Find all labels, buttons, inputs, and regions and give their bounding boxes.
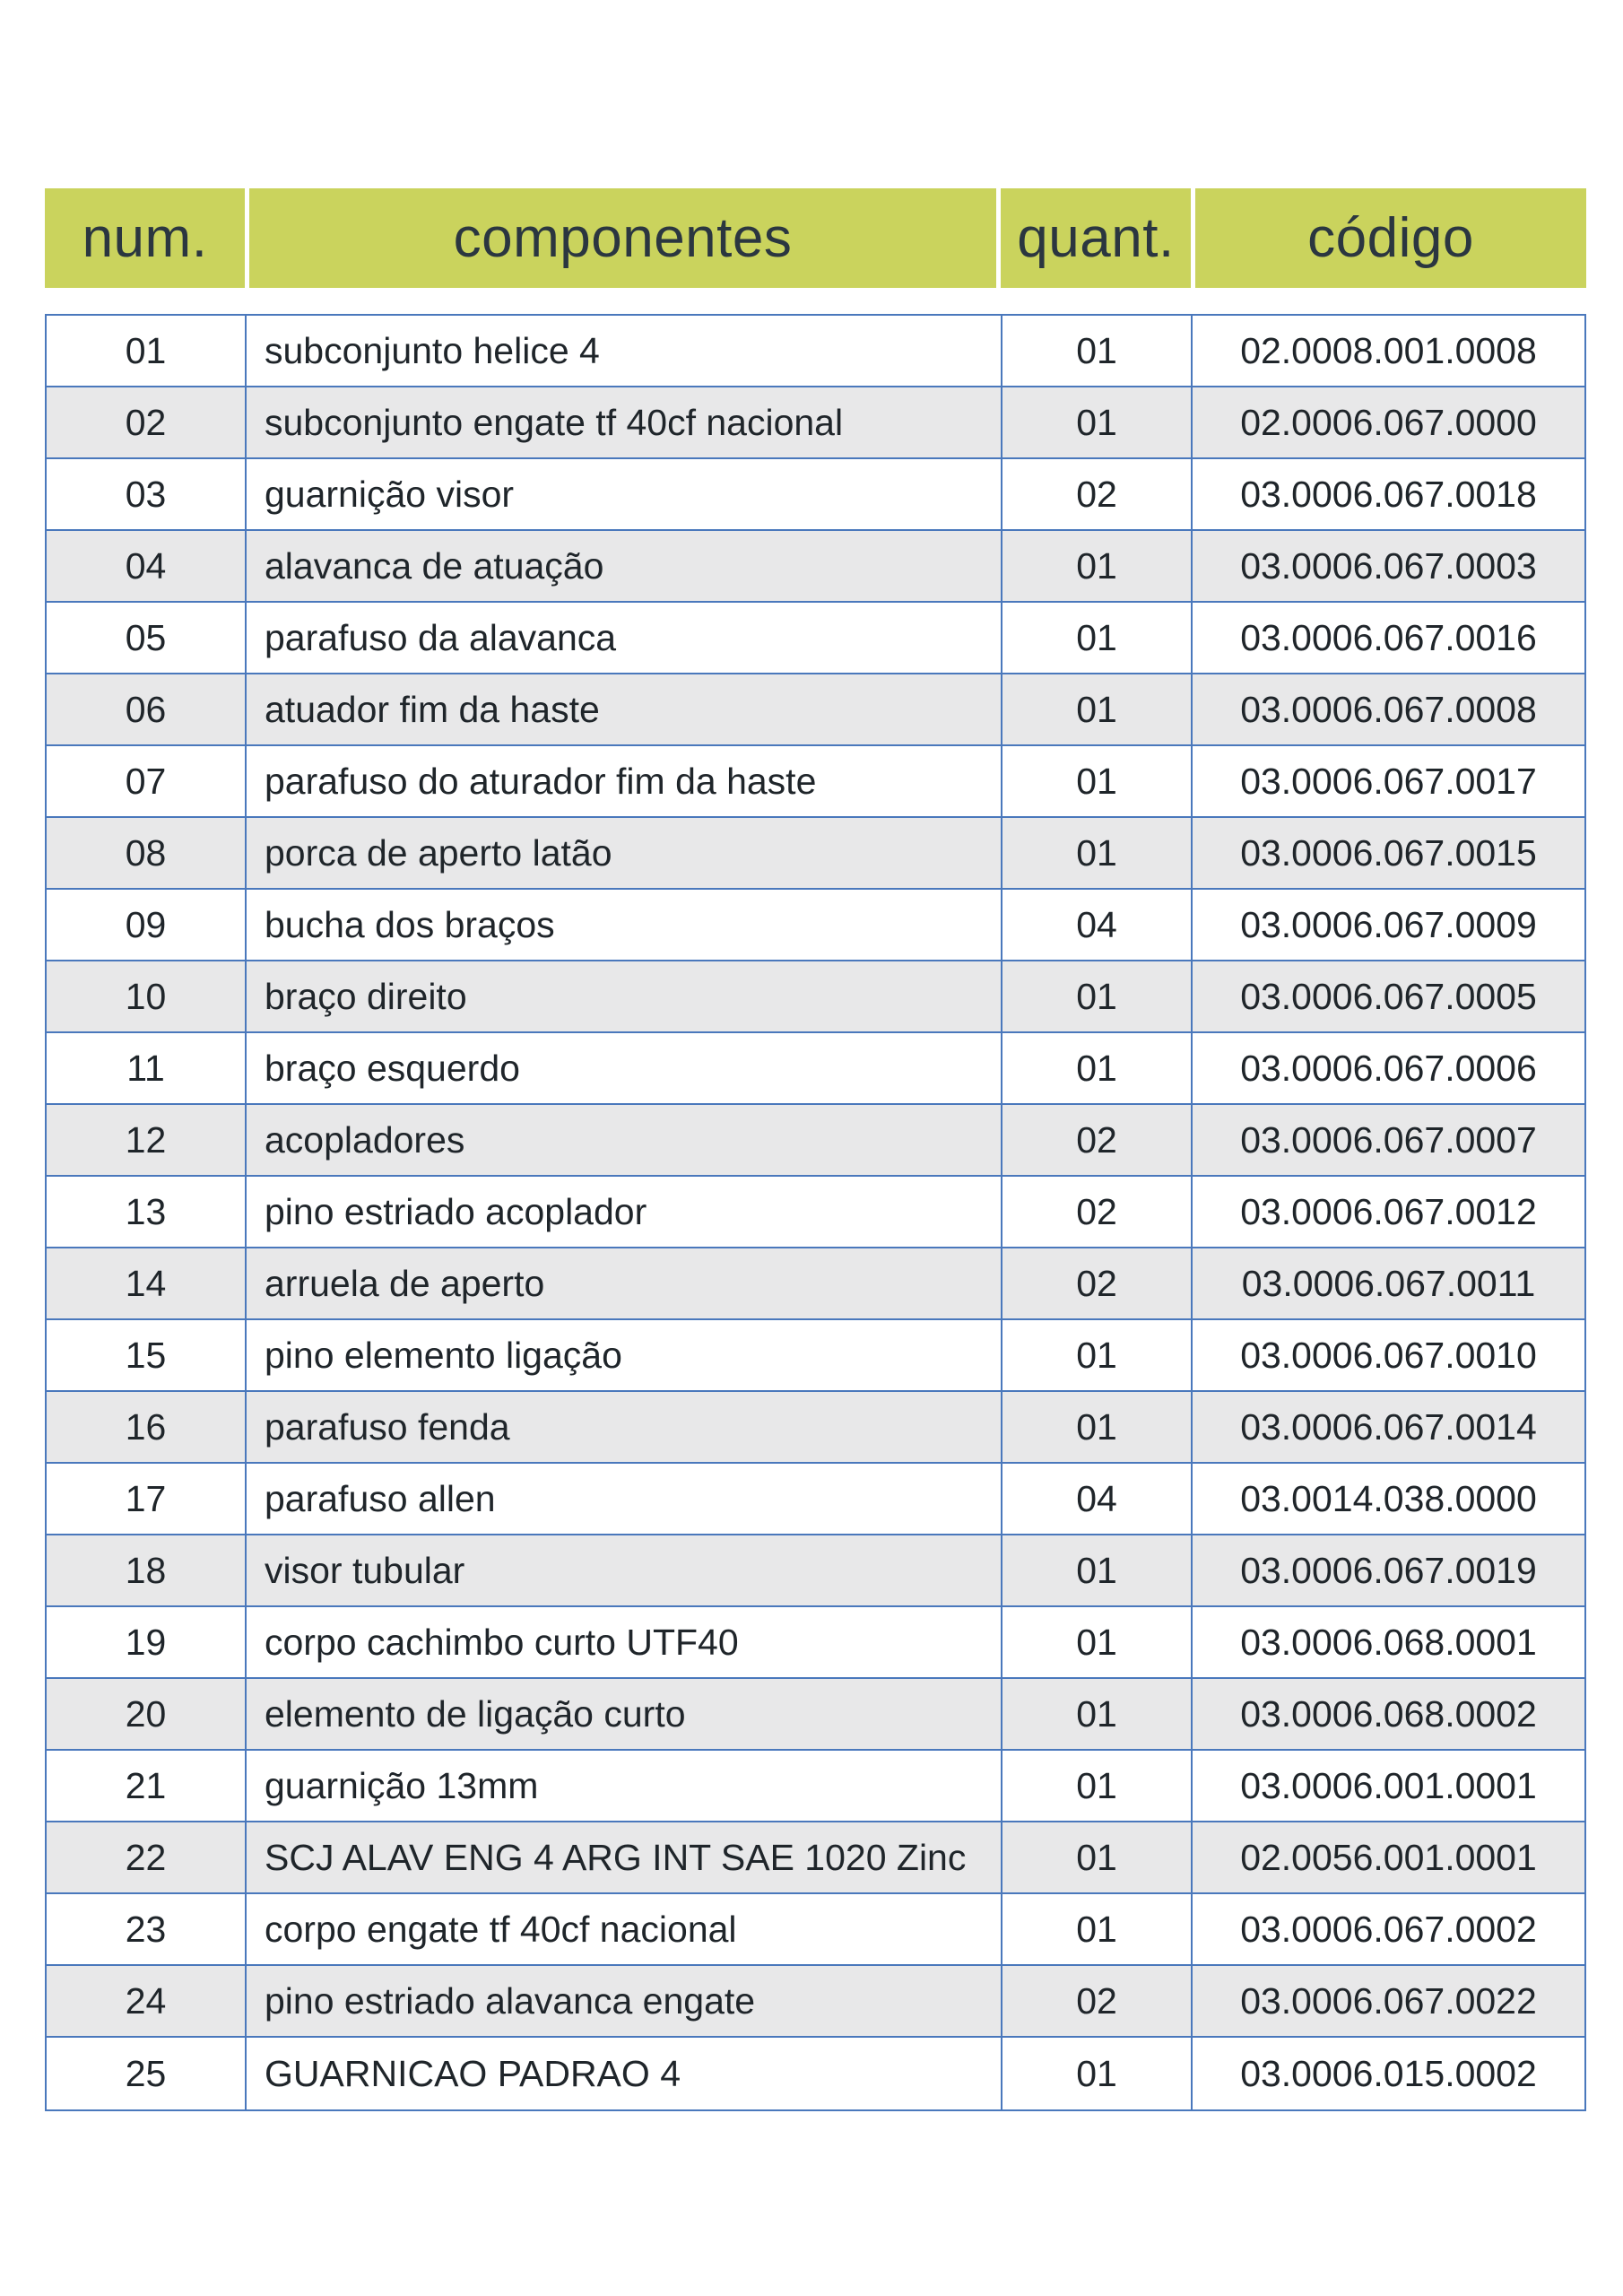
header-componentes: componentes bbox=[249, 188, 996, 288]
row-codigo: 03.0006.067.0017 bbox=[1240, 760, 1537, 802]
row-codigo: 02.0006.067.0000 bbox=[1240, 401, 1537, 443]
components-table bbox=[45, 314, 1586, 2111]
row-quant: 01 bbox=[1002, 746, 1193, 816]
row-componente: arruela de aperto bbox=[247, 1248, 1002, 1318]
row-num: 11 bbox=[47, 1033, 247, 1103]
row-codigo: 03.0006.015.0002 bbox=[1240, 2052, 1537, 2094]
row-quant: 01 bbox=[1002, 1392, 1193, 1462]
row-quant: 02 bbox=[1002, 459, 1193, 529]
row-componente: corpo cachimbo curto UTF40 bbox=[247, 1607, 1002, 1677]
row-num: 18 bbox=[47, 1535, 247, 1605]
table-row bbox=[47, 1822, 1584, 1894]
row-quant: 01 bbox=[1002, 1535, 1193, 1605]
row-num: 06 bbox=[47, 674, 247, 744]
row-quant: 01 bbox=[1002, 1751, 1193, 1821]
row-componente: elemento de ligação curto bbox=[247, 1679, 1002, 1749]
row-componente: SCJ ALAV ENG 4 ARG INT SAE 1020 Zinc bbox=[247, 1822, 1002, 1892]
row-num: 02 bbox=[47, 387, 247, 457]
row-quant: 01 bbox=[1002, 1679, 1193, 1749]
row-codigo: 03.0006.067.0002 bbox=[1240, 1908, 1537, 1950]
header-num: num. bbox=[45, 188, 245, 288]
table-row bbox=[47, 1894, 1584, 1966]
table-row bbox=[47, 1535, 1584, 1607]
table-row bbox=[47, 1607, 1584, 1679]
row-componente: guarnição 13mm bbox=[247, 1751, 1002, 1821]
row-quant: 01 bbox=[1002, 1320, 1193, 1390]
row-num: 24 bbox=[47, 1966, 247, 2036]
row-num: 08 bbox=[47, 818, 247, 888]
row-componente: pino estriado acoplador bbox=[247, 1177, 1002, 1247]
row-codigo: 03.0006.067.0022 bbox=[1240, 1979, 1537, 2022]
row-componente: parafuso da alavanca bbox=[247, 603, 1002, 673]
row-componente: pino elemento ligação bbox=[247, 1320, 1002, 1390]
row-num: 17 bbox=[47, 1464, 247, 1534]
row-num: 10 bbox=[47, 961, 247, 1031]
row-componente: porca de aperto latão bbox=[247, 818, 1002, 888]
row-codigo: 03.0006.067.0007 bbox=[1240, 1118, 1537, 1161]
row-num: 07 bbox=[47, 746, 247, 816]
row-num: 23 bbox=[47, 1894, 247, 1964]
row-num: 16 bbox=[47, 1392, 247, 1462]
row-num: 03 bbox=[47, 459, 247, 529]
row-componente: visor tubular bbox=[247, 1535, 1002, 1605]
row-quant: 02 bbox=[1002, 1966, 1193, 2036]
row-quant: 01 bbox=[1002, 1894, 1193, 1964]
row-quant: 04 bbox=[1002, 890, 1193, 960]
row-num: 09 bbox=[47, 890, 247, 960]
row-codigo: 03.0006.068.0002 bbox=[1240, 1692, 1537, 1735]
row-componente: pino estriado alavanca engate bbox=[247, 1966, 1002, 2036]
row-componente: subconjunto helice 4 bbox=[247, 316, 1002, 386]
row-quant: 01 bbox=[1002, 1033, 1193, 1103]
row-codigo: 03.0006.001.0001 bbox=[1240, 1764, 1537, 1806]
row-codigo: 03.0014.038.0000 bbox=[1240, 1477, 1537, 1519]
row-componente: braço esquerdo bbox=[247, 1033, 1002, 1103]
table-row bbox=[47, 1105, 1584, 1177]
table-row bbox=[47, 1392, 1584, 1464]
table-row bbox=[47, 674, 1584, 746]
row-codigo: 03.0006.067.0016 bbox=[1240, 616, 1537, 658]
row-num: 05 bbox=[47, 603, 247, 673]
row-num: 12 bbox=[47, 1105, 247, 1175]
row-componente: parafuso allen bbox=[247, 1464, 1002, 1534]
row-componente: corpo engate tf 40cf nacional bbox=[247, 1894, 1002, 1964]
table-row bbox=[47, 459, 1584, 531]
table-row bbox=[47, 2038, 1584, 2109]
table-row bbox=[47, 1320, 1584, 1392]
row-num: 19 bbox=[47, 1607, 247, 1677]
row-componente: alavanca de atuação bbox=[247, 531, 1002, 601]
row-codigo: 03.0006.067.0019 bbox=[1240, 1549, 1537, 1591]
row-num: 04 bbox=[47, 531, 247, 601]
row-quant: 01 bbox=[1002, 1822, 1193, 1892]
table-row bbox=[47, 1177, 1584, 1248]
table-row bbox=[47, 1966, 1584, 2038]
row-componente: braço direito bbox=[247, 961, 1002, 1031]
row-quant: 01 bbox=[1002, 1607, 1193, 1677]
table-row bbox=[47, 603, 1584, 674]
row-componente: bucha dos braços bbox=[247, 890, 1002, 960]
row-componente: parafuso fenda bbox=[247, 1392, 1002, 1462]
row-num: 15 bbox=[47, 1320, 247, 1390]
header-codigo: código bbox=[1195, 188, 1586, 288]
row-quant: 02 bbox=[1002, 1105, 1193, 1175]
row-quant: 01 bbox=[1002, 316, 1193, 386]
row-quant: 01 bbox=[1002, 961, 1193, 1031]
row-componente: GUARNICAO PADRAO 4 bbox=[247, 2038, 1002, 2109]
row-codigo: 03.0006.067.0018 bbox=[1240, 473, 1537, 515]
row-num: 25 bbox=[47, 2038, 247, 2109]
row-num: 13 bbox=[47, 1177, 247, 1247]
row-num: 20 bbox=[47, 1679, 247, 1749]
header-quant: quant. bbox=[1001, 188, 1191, 288]
row-codigo: 03.0006.067.0010 bbox=[1240, 1334, 1537, 1376]
table-row bbox=[47, 316, 1584, 387]
row-componente: atuador fim da haste bbox=[247, 674, 1002, 744]
row-num: 22 bbox=[47, 1822, 247, 1892]
table-header bbox=[45, 188, 1586, 288]
table-row bbox=[47, 1751, 1584, 1822]
row-codigo: 02.0008.001.0008 bbox=[1240, 329, 1537, 371]
row-codigo: 03.0006.067.0011 bbox=[1241, 1262, 1536, 1304]
row-quant: 01 bbox=[1002, 531, 1193, 601]
row-codigo: 03.0006.067.0014 bbox=[1240, 1405, 1537, 1448]
row-quant: 04 bbox=[1002, 1464, 1193, 1534]
table-row bbox=[47, 1033, 1584, 1105]
row-componente: subconjunto engate tf 40cf nacional bbox=[247, 387, 1002, 457]
row-codigo: 02.0056.001.0001 bbox=[1240, 1836, 1537, 1878]
row-quant: 02 bbox=[1002, 1248, 1193, 1318]
table-row bbox=[47, 531, 1584, 603]
table-row bbox=[47, 961, 1584, 1033]
row-codigo: 03.0006.067.0003 bbox=[1240, 544, 1537, 587]
row-componente: guarnição visor bbox=[247, 459, 1002, 529]
row-quant: 01 bbox=[1002, 387, 1193, 457]
row-quant: 01 bbox=[1002, 2038, 1193, 2109]
table-row bbox=[47, 1464, 1584, 1535]
table-row bbox=[47, 1679, 1584, 1751]
table-row bbox=[47, 387, 1584, 459]
row-codigo: 03.0006.067.0005 bbox=[1240, 975, 1537, 1017]
row-quant: 01 bbox=[1002, 603, 1193, 673]
row-codigo: 03.0006.068.0001 bbox=[1240, 1621, 1537, 1663]
row-codigo: 03.0006.067.0006 bbox=[1240, 1047, 1537, 1089]
row-quant: 02 bbox=[1002, 1177, 1193, 1247]
row-codigo: 03.0006.067.0015 bbox=[1240, 831, 1537, 874]
table-row bbox=[47, 890, 1584, 961]
row-componente: acopladores bbox=[247, 1105, 1002, 1175]
table-row bbox=[47, 746, 1584, 818]
row-quant: 01 bbox=[1002, 818, 1193, 888]
row-codigo: 03.0006.067.0008 bbox=[1240, 688, 1537, 730]
table-row bbox=[47, 818, 1584, 890]
row-num: 14 bbox=[47, 1248, 247, 1318]
row-codigo: 03.0006.067.0012 bbox=[1240, 1190, 1537, 1232]
row-codigo: 03.0006.067.0009 bbox=[1240, 903, 1537, 945]
row-num: 21 bbox=[47, 1751, 247, 1821]
row-quant: 01 bbox=[1002, 674, 1193, 744]
row-num: 01 bbox=[47, 316, 247, 386]
table-row bbox=[47, 1248, 1584, 1320]
row-componente: parafuso do aturador fim da haste bbox=[247, 746, 1002, 816]
